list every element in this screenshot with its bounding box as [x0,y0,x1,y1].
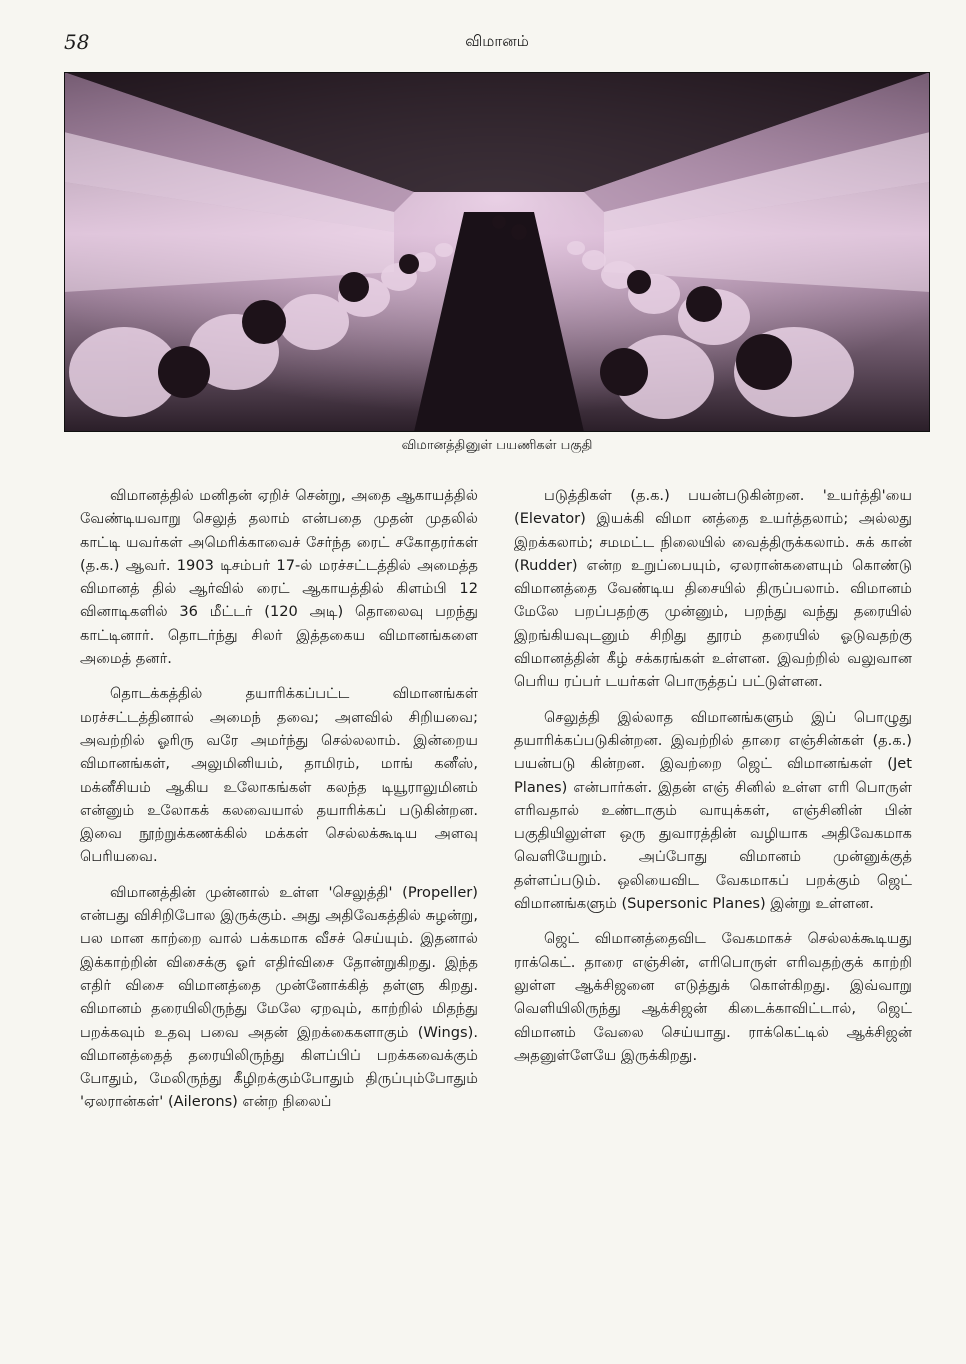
right-column [514,484,912,1079]
paragraph-jet-planes: செலுத்தி இல்லாத விமானங்களும் இப் பொழுது தயாரிக்கப்படுகின்றன. இவற்றில் தாரை எஞ்சின்கள் (த.க.) பயன்படு கின்றன. இவற்றை ஜெட் விமானங்கள் (Jet Planes) என்பார்கள். இதன் எஞ் சினில் உள்ள எரி பொருள் எரிவதால் உண்டாகும் வாயுக்கள், எஞ்சினின் பின் பகுதியிலுள்ள ஒரு துவாரத்தின் வழியாக அதிவேகமாக வெளியேறும். அப்போது விமானம் முன்னுக்குத் தள்ளப்படும். ஒலியைவிட வேகமாகப் பறக்கும் ஜெட் விமானங்களும் (Supersonic Planes) இன்று உள்ளன. [514,708,912,913]
page-number: 58 [64,30,90,54]
paragraph-rocket: ஜெட் விமானத்தைவிட வேகமாகச் செல்லக்கூடியது ராக்கெட். தாரை எஞ்சின், எரிபொருள் எரிவதற்குக் காற்றி லுள்ள ஆக்சிஜனை எடுத்துக் கொள்கிறது. இவ்வாறு வெளியிலிருந்து ஆக்சிஜன் கிடைக்காவிட்டால், ஜெட் விமானம் வேலை செய்யாது. ராக்கெட்டில் ஆக்சிஜன் அதனுள்ளேயே இருக்கிறது. [514,930,912,1064]
paragraph-wright-brothers: விமானத்தில் மனிதன் ஏறிச் சென்று, அதை ஆகாயத்தில் வேண்டியவாறு செலுத் தலாம் என்பதை முதன் முதலில் காட்டி யவர்கள் அமெரிக்காவைச் சேர்ந்த ரைட் சகோதரர்கள் (த.க.) ஆவர். 1903 டிசம்பர் 17-ல் மரச்சட்டத்தில் அமைத்த விமானத் தில் ஆர்வில் ரைட் ஆகாயத்தில் கிளம்பி 12 வினாடிகளில் 36 மீட்டர் (120 அடி) தொலைவு பறந்து காட்டினார். தொடர்ந்து சிலர் இத்தகைய விமானங்களை அமைத் தனர். [80,487,478,668]
running-title: விமானம் [465,32,529,50]
paragraph-propeller: விமானத்தின் முன்னால் உள்ள 'செலுத்தி' (Propeller) என்பது விசிறிபோல இருக்கும். அது அதிவேகத்தில் சுழன்று, பல மான காற்றை வால் பக்கமாக வீசச் செய்யும். இதனால் இக்காற்றின் விசைக்கு ஓர் எதிர்விசை தோன்றுகிறது. இந்த எதிர் விசை விமானத்தை முன்னோக்கித் தள்ளு கிறது. விமானம் தரையிலிருந்து மேலே ஏறவும், காற்றில் மிதந்து பறக்கவும் உதவு பவை அதன் இறக்கைகளாகும் (Wings). விமானத்தைத் தரையிலிருந்து கிளப்பிப் பறக்கவைக்கும் போதும், மேலிருந்து கீழிறக்கும்போதும் திருப்பும்போதும் 'ஏலரான்கள்' (Ailerons) என்ற நிலைப் [80,883,478,1111]
left-column [80,484,478,1126]
paragraph-early-aircraft: தொடக்கத்தில் தயாரிக்கப்பட்ட விமானங்கள் மரச்சட்டத்தினால் அமைந் தவை; அளவில் சிறியவை; அவற்றில் ஓரிரு வரே அமர்ந்து செல்லலாம். இன்றைய விமானங்கள், அலுமினியம், தாமிரம், மாங் கனீஸ், மக்னீசியம் ஆகிய உலோகங்கள் கலந்த டியூராலுமினம் என்னும் உலோகக் கலவையால் தயாரிக்கப் படுகின்றன. இவை நூற்றுக்கணக்கில் மக்கள் செல்லக்கூடிய அளவு பெரியவை. [80,685,478,866]
cabin-illustration [64,72,930,432]
aircraft-cabin-photo [64,72,930,432]
figure-caption: விமானத்தினுள் பயணிகள் பகுதி [401,438,593,453]
paragraph-control-surfaces: படுத்திகள் (த.க.) பயன்படுகின்றன. 'உயர்த்தி'யை (Elevator) இயக்கி விமா னத்தை உயர்த்தலாம்; அல்லது இறக்கலாம்; சமமட்ட நிலையில் வைத்திருக்கலாம். சுக் கான் (Rudder) என்ற உறுப்பையும், ஏலரான்களையும் கொண்டு விமானத்தை வேண்டிய திசையில் திருப்பலாம். விமானம் மேலே பறப்பதற்கு முன்னும், பறந்து வந்து தரையில் இறங்கியவுடனும் சிறிது தூரம் தரையில் ஓடுவதற்கு விமானத்தின் கீழ் சக்கரங்கள் உள்ளன. இவற்றில் வலுவான பெரிய ரப்பர் டயர்கள் பொருத்தப் பட்டுள்ளன. [514,487,912,691]
page-header [64,30,930,54]
